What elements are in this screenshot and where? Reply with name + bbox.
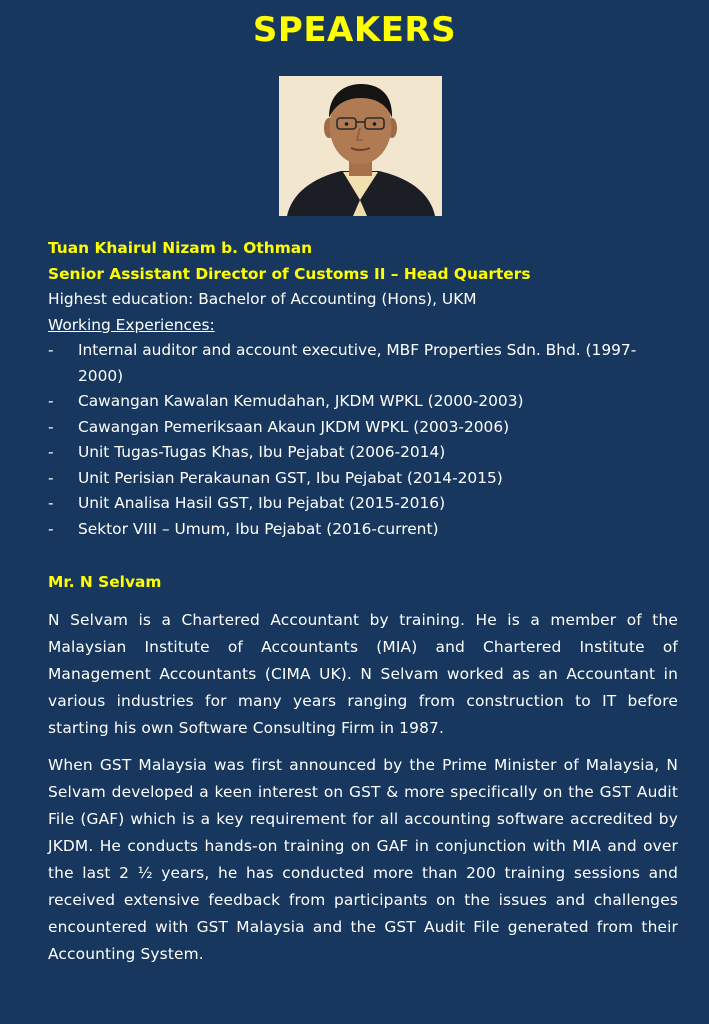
- speaker-portrait-image: [279, 76, 442, 216]
- experience-item: - Unit Perisian Perakaunan GST, Ibu Pejabat (2014-2015): [48, 466, 678, 492]
- speaker2-section: [48, 570, 678, 978]
- speaker1-education: Highest education: Bachelor of Accounting (Hons), UKM: [48, 290, 477, 308]
- speaker1-section: [48, 236, 678, 542]
- speaker1-name: Tuan Khairul Nizam b. Othman: [48, 239, 313, 257]
- experience-item: - Internal auditor and account executive, MBF Properties Sdn. Bhd. (1997-2000): [48, 338, 678, 389]
- speaker-photo: [279, 76, 442, 216]
- experience-item: - Cawangan Kawalan Kemudahan, JKDM WPKL (2000-2003): [48, 389, 678, 415]
- experience-item: - Cawangan Pemeriksaan Akaun JKDM WPKL (2003-2006): [48, 415, 678, 441]
- speaker1-position: Senior Assistant Director of Customs II – Head Quarters: [48, 264, 531, 283]
- page-title: SPEAKERS: [252, 10, 457, 50]
- speaker1-experience-list: [48, 338, 678, 542]
- experience-item: - Sektor VIII – Umum, Ibu Pejabat (2016-current): [48, 517, 678, 543]
- speaker2-name: Mr. N Selvam: [48, 573, 162, 591]
- experience-item: - Unit Analisa Hasil GST, Ibu Pejabat (2015-2016): [48, 491, 678, 517]
- speaker2-paragraph: N Selvam is a Chartered Accountant by training. He is a member of the Malaysian Institute of Accountants (MIA) and Chartered Institute of Management Accountants (CIMA UK). N Selvam worked as an Accountant in various industries for many years ranging from construction to IT before starting his own Software Consulting Firm in 1987.: [48, 611, 678, 737]
- experience-item: - Unit Tugas-Tugas Khas, Ibu Pejabat (2006-2014): [48, 440, 678, 466]
- speaker1-experience-heading: Working Experiences:: [48, 315, 215, 334]
- speaker2-paragraph: When GST Malaysia was first announced by the Prime Minister of Malaysia, N Selvam developed a keen interest on GST & more specifically on the GST Audit File (GAF) which is a key requirement for all accounting software accredited by JKDM. He conducts hands-on training on GAF in conjunction with MIA and over the last 2 ½ years, he has conducted more than 200 training sessions and received extensive feedback from participants on the issues and challenges encountered with GST Malaysia and the GST Audit File generated from their Accounting System.: [48, 756, 678, 963]
